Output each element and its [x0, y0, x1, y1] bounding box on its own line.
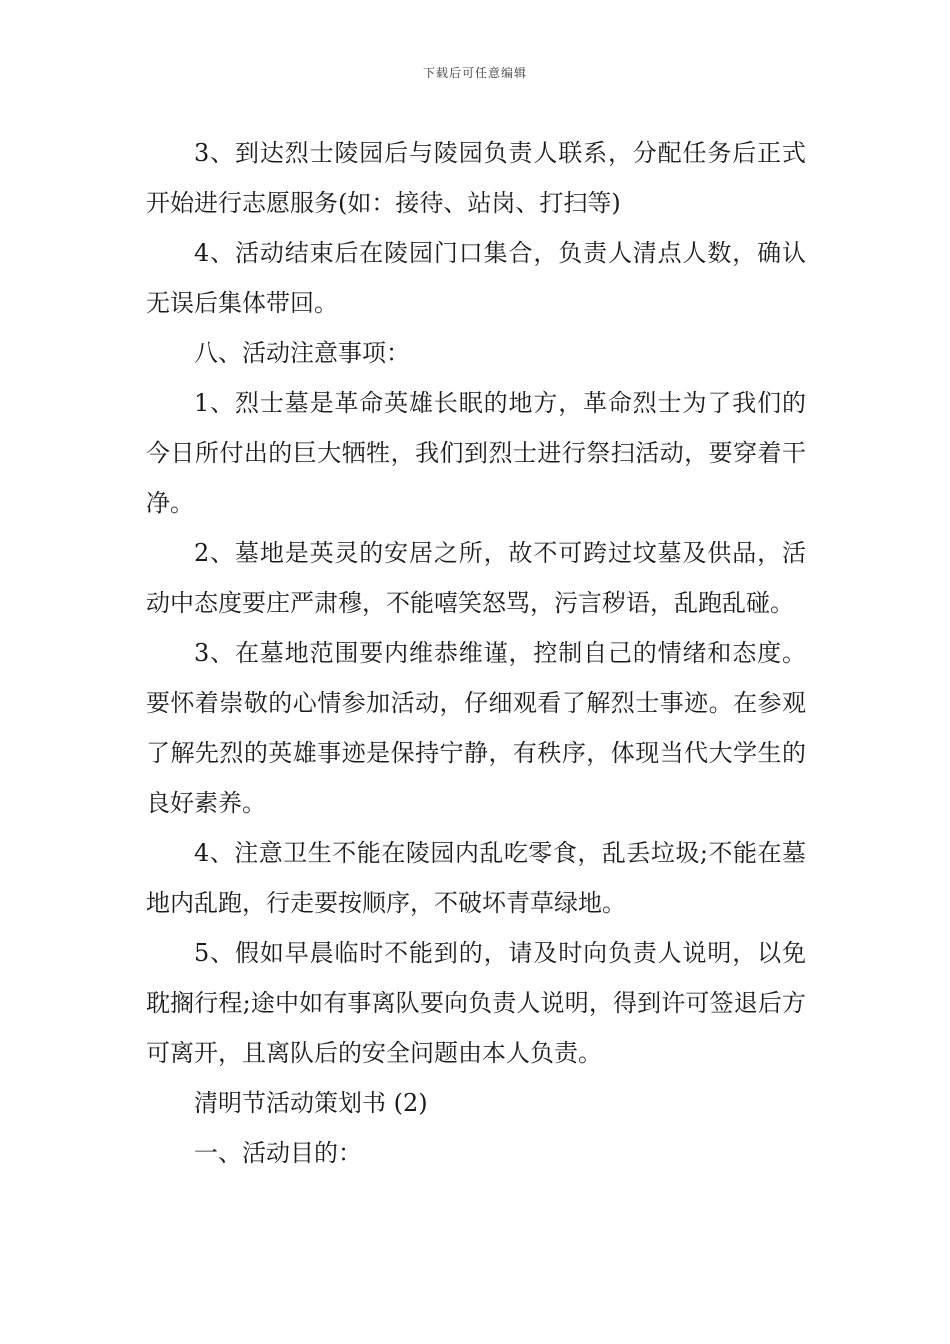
- paragraph-note-1: 1、烈士墓是革命英雄长眠的地方，革命烈士为了我们的今日所付出的巨大牺牲，我们到烈士进行祭扫活动，要穿着干净。: [146, 389, 806, 517]
- paragraph-item-4-gathering: 4、活动结束后在陵园门口集合，负责人清点人数，确认无误后集体带回。: [146, 239, 806, 317]
- section-heading-purpose: 一、活动目的：: [194, 1139, 362, 1167]
- section-heading-notes: 八、活动注意事项：: [194, 339, 410, 367]
- paragraph-note-2: 2、墓地是英灵的安居之所，故不可跨过坟墓及供品，活动中态度要庄严肃穆，不能嘻笑怒骂，污言秽语，乱跑乱碰。: [146, 539, 806, 617]
- header-note: 下载后可任意编辑: [422, 66, 527, 80]
- document-body: [146, 128, 806, 1178]
- paragraph-note-5: 5、假如早晨临时不能到的，请及时向负责人说明，以免耽搁行程;途中如有事离队要向负责人说明，得到许可签退后方可离开，且离队后的安全问题由本人负责。: [146, 939, 806, 1067]
- paragraph-item-3-arrival: 3、到达烈士陵园后与陵园负责人联系，分配任务后正式开始进行志愿服务(如：接待、站岗、打扫等): [146, 139, 806, 217]
- document-subtitle: 清明节活动策划书 (2): [194, 1089, 428, 1117]
- paragraph-note-3: 3、在墓地范围要内维恭维谨，控制自己的情绪和态度。要怀着崇敬的心情参加活动，仔细观看了解烈士事迹。在参观了解先烈的英雄事迹是保持宁静，有秩序，体现当代大学生的良好素养。: [146, 639, 806, 817]
- paragraph-note-4: 4、注意卫生不能在陵园内乱吃零食，乱丢垃圾;不能在墓地内乱跑，行走要按顺序，不破坏青草绿地。: [146, 839, 806, 917]
